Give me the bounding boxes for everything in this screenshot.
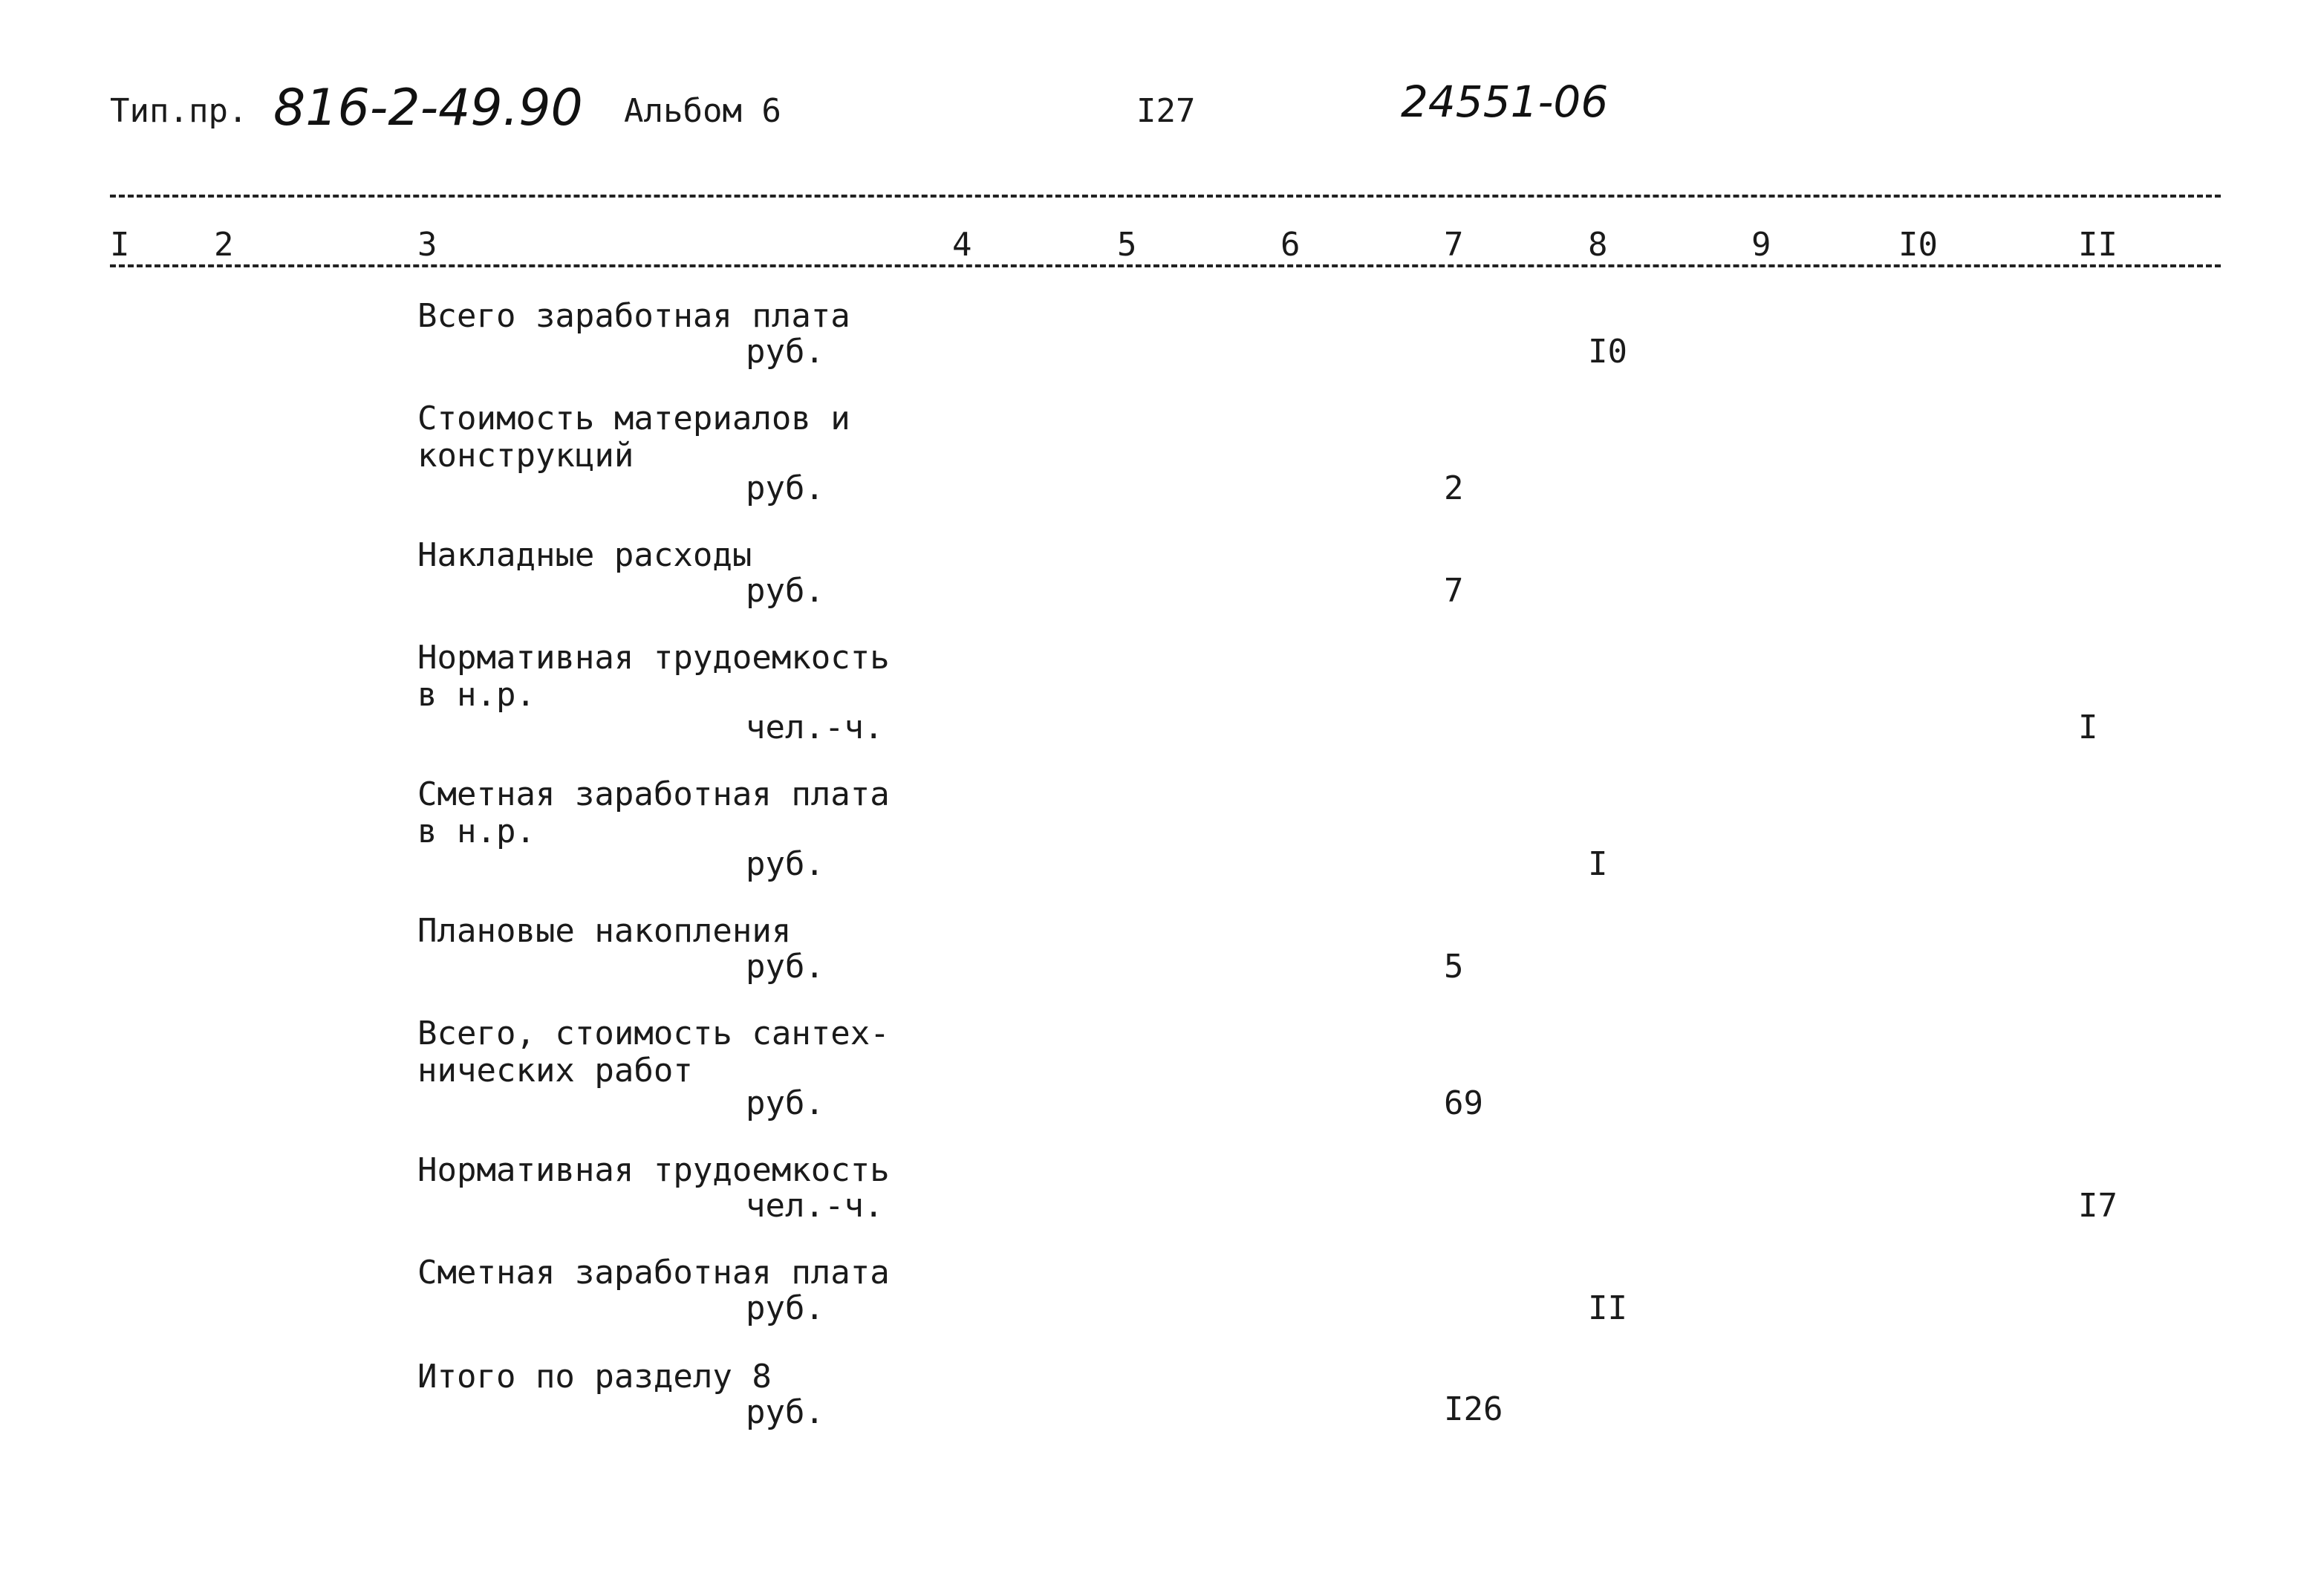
row-unit: руб. [746, 1393, 824, 1431]
row-label: Итого по разделу 8 [417, 1358, 772, 1396]
column-number: 9 [1751, 226, 1771, 264]
row-label: в н.р. [417, 676, 536, 714]
row-value: 2 [1444, 469, 1464, 507]
column-number: 2 [214, 226, 234, 264]
row-label: Накладные расходы [417, 536, 752, 574]
document-type-label: Тип.пр. [110, 92, 248, 130]
header-divider [110, 195, 2221, 198]
row-value: I [2078, 709, 2098, 746]
column-number: 7 [1444, 226, 1464, 264]
row-value: 69 [1444, 1084, 1483, 1122]
column-number: I0 [1898, 226, 1938, 264]
row-label: Сметная заработная плата [417, 775, 890, 813]
row-value: 7 [1444, 572, 1464, 610]
row-label: конструкций [417, 437, 634, 475]
row-label: Сметная заработная плата [417, 1254, 890, 1292]
row-value: 5 [1444, 948, 1464, 986]
column-number: 3 [417, 226, 437, 264]
row-label: Стоимость материалов и [417, 400, 850, 437]
row-label: Нормативная трудоемкость [417, 639, 890, 677]
column-header-divider [110, 264, 2221, 267]
row-label: Плановые накопления [417, 912, 792, 950]
row-unit: руб. [746, 1084, 824, 1122]
row-unit: руб. [746, 333, 824, 371]
row-unit: руб. [746, 469, 824, 507]
column-number: 8 [1588, 226, 1608, 264]
column-number: II [2078, 226, 2118, 264]
column-number: 4 [952, 226, 972, 264]
row-unit: руб. [746, 948, 824, 986]
row-unit: чел.-ч. [746, 709, 884, 746]
row-value: I [1588, 845, 1608, 883]
column-number: 6 [1280, 226, 1301, 264]
row-unit: руб. [746, 845, 824, 883]
row-value: I26 [1444, 1390, 1503, 1428]
row-unit: руб. [746, 1289, 824, 1327]
row-value: II [1588, 1289, 1627, 1327]
page-number: I27 [1136, 92, 1196, 130]
column-number: I [110, 226, 130, 264]
row-unit: чел.-ч. [746, 1187, 884, 1225]
row-label: Нормативная трудоемкость [417, 1151, 890, 1189]
row-value: I7 [2078, 1187, 2118, 1225]
row-label: Всего заработная плата [417, 297, 850, 335]
document-code: 24551-06 [1401, 76, 1609, 127]
column-number: 5 [1117, 226, 1137, 264]
project-number: 816-2-49.90 [273, 79, 583, 137]
album-label: Альбом 6 [624, 92, 781, 130]
row-label: в н.р. [417, 813, 536, 850]
row-unit: руб. [746, 572, 824, 610]
row-value: I0 [1588, 333, 1627, 371]
row-label: Всего, стоимость сантех- [417, 1015, 890, 1052]
row-label: нических работ [417, 1052, 693, 1090]
